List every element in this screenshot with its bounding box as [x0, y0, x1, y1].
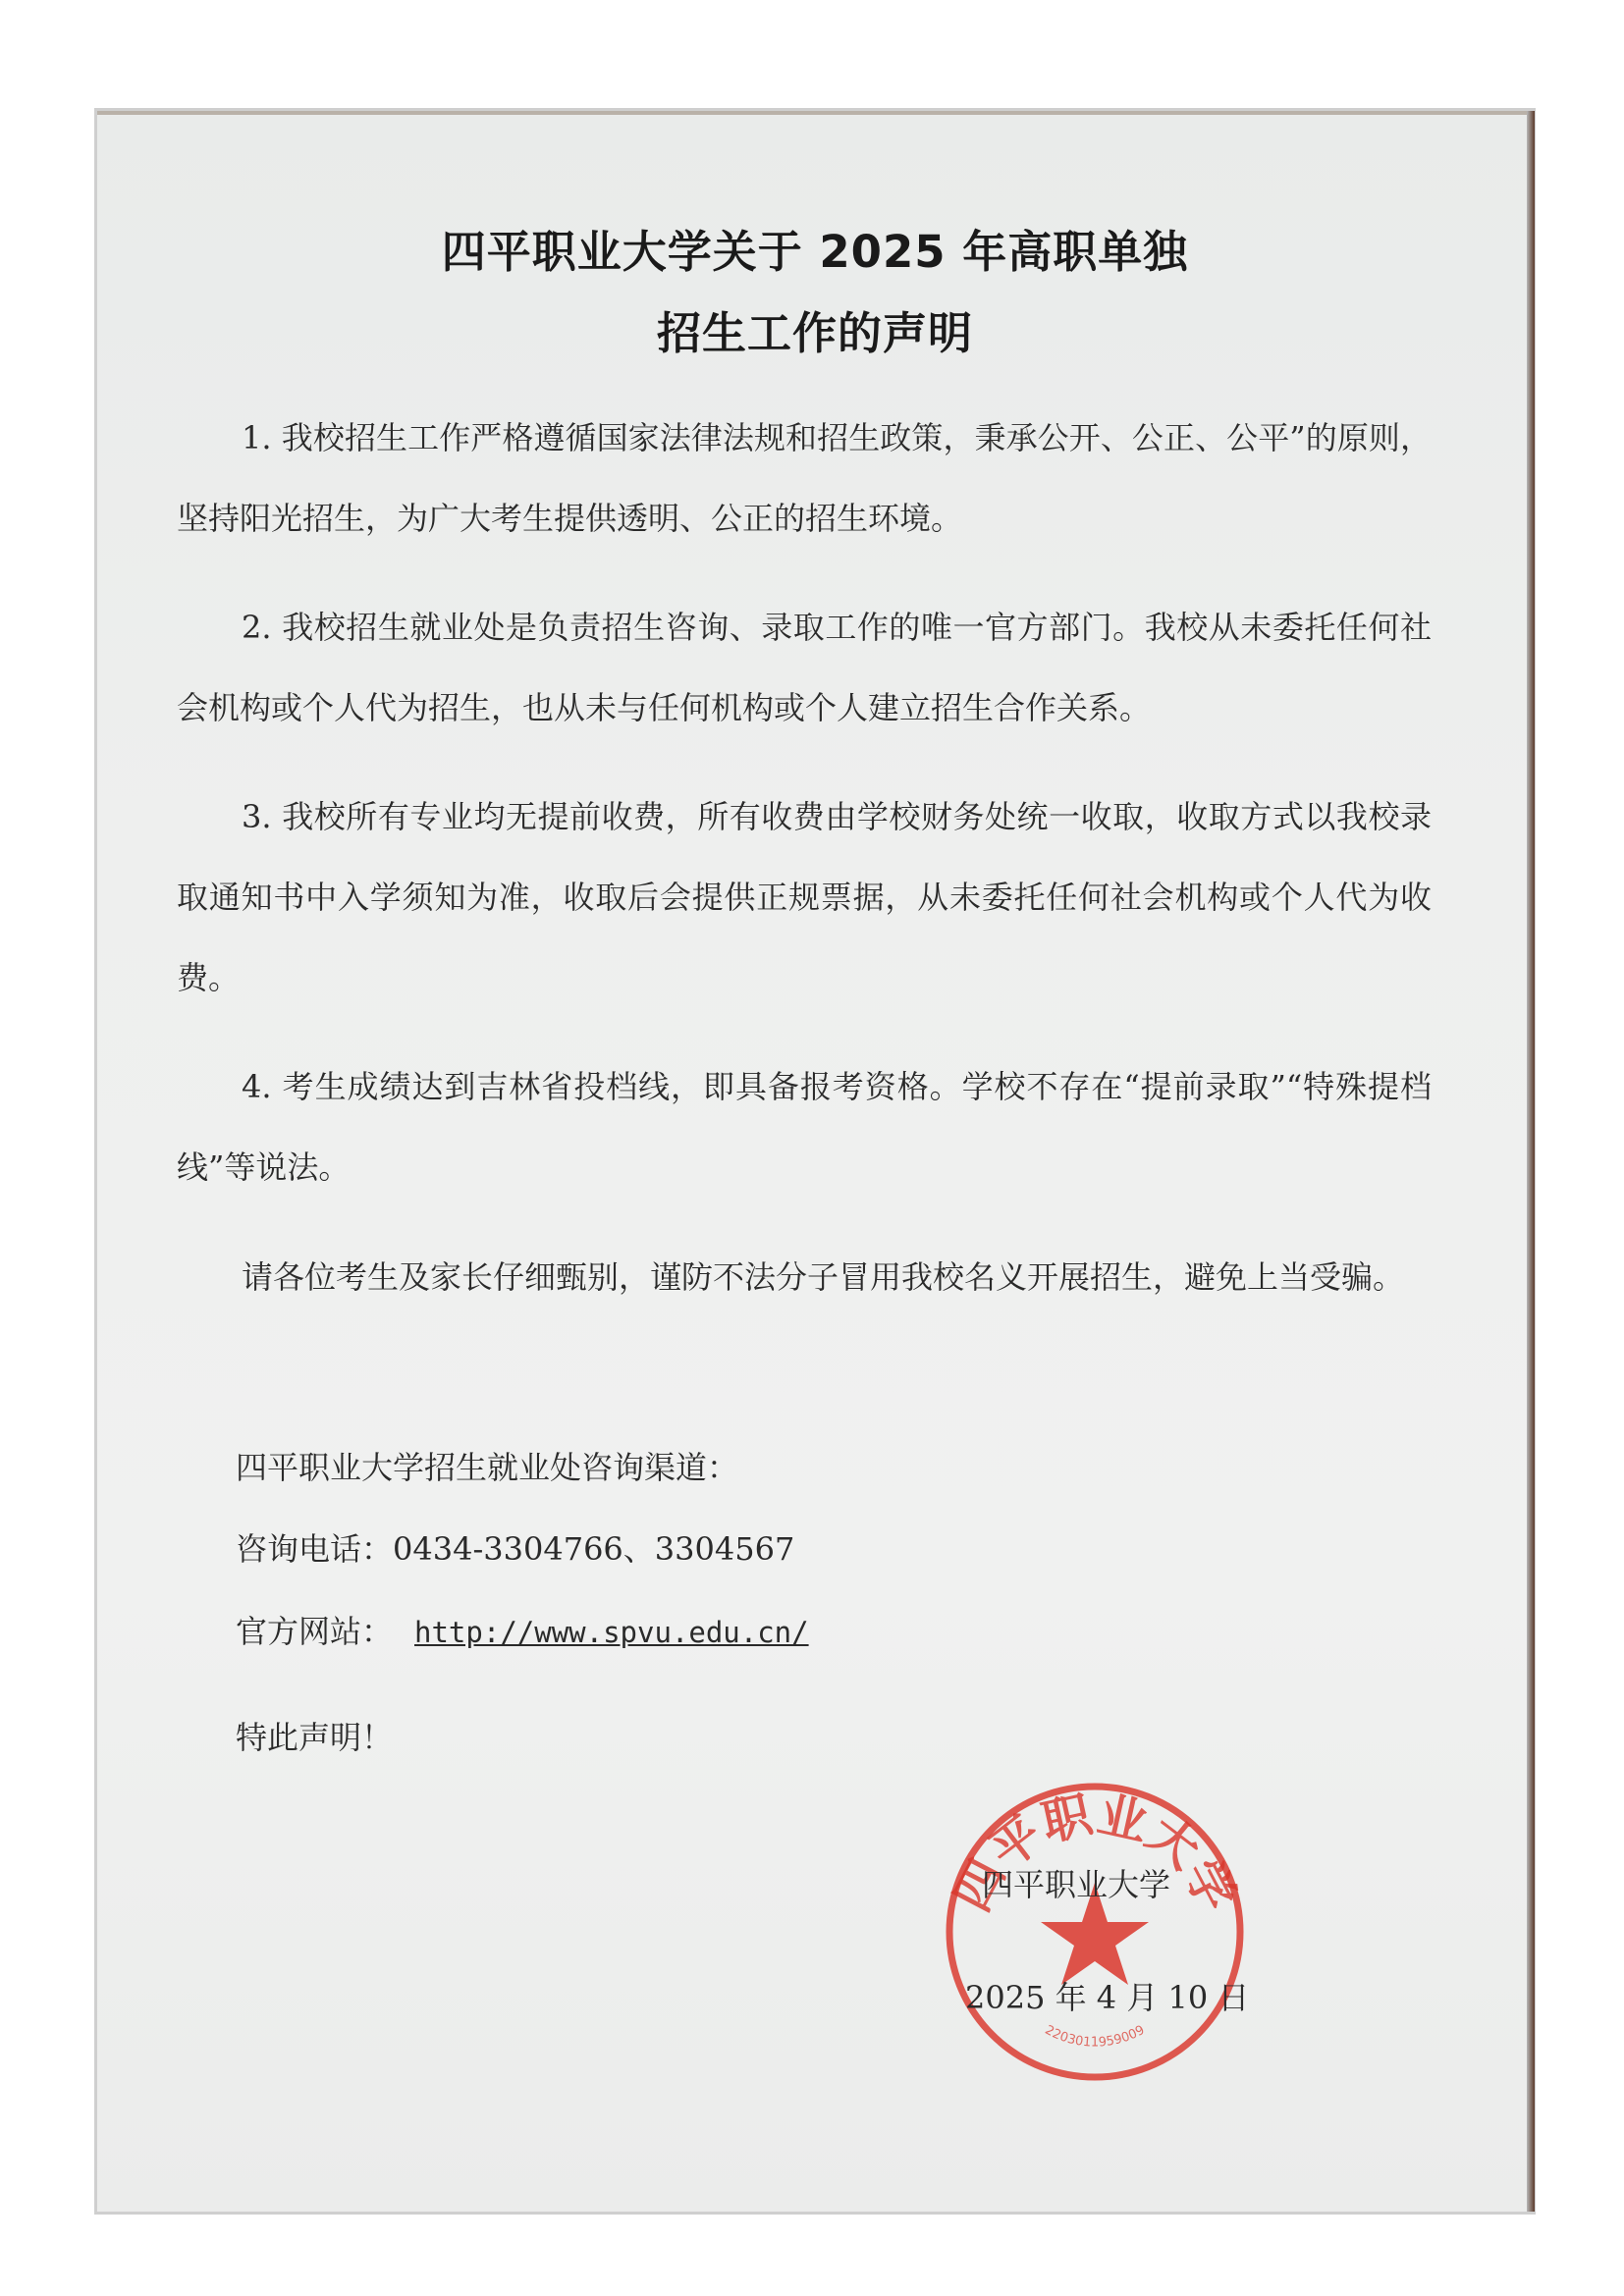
official-seal [938, 1775, 1252, 2089]
contact-heading: 四平职业大学招生就业处咨询渠道： [236, 1449, 739, 1486]
signature-organization: 四平职业大学 [982, 1866, 1171, 1903]
website-line [236, 1607, 809, 1652]
phone-line [236, 1524, 794, 1570]
signature-date: 2025 年 4 月 10 日 [965, 1979, 1250, 2016]
closing-statement: 特此声明！ [236, 1719, 394, 1756]
document-title-line2: 招生工作的声明 [656, 307, 973, 359]
paper-top-edge [97, 111, 1533, 115]
document-title-line1: 四平职业大学关于 2025 年高职单独 [441, 226, 1189, 278]
phone-label: 咨询电话： [236, 1530, 394, 1568]
website-label: 官方网站： [236, 1613, 394, 1650]
phone-value: 0434-3304766、3304567 [393, 1530, 795, 1568]
seal-ring-text: 四平职业大学 [942, 1785, 1248, 1921]
paragraph-warning: 请各位考生及家长仔细甄别，谨防不法分子冒用我校名义开展招生，避免上当受骗。 [242, 1258, 1405, 1296]
paragraph-1: 1. 我校招生工作严格遵循国家法律法规和招生政策，秉承公开、公正、公平”的原则，坚持阳光招生，为广大考生提供透明、公正的招生环境。 [177, 419, 1432, 537]
website-link[interactable]: http://www.spvu.edu.cn/ [414, 1616, 809, 1649]
paper-right-edge [1527, 111, 1535, 2212]
paragraph-4: 4. 考生成绩达到吉林省投档线，即具备报考资格。学校不存在“提前录取”“特殊提档线”等说法。 [177, 1068, 1432, 1186]
paragraph-2: 2. 我校招生就业处是负责招生咨询、录取工作的唯一官方部门。我校从未委托任何社会机构或个人代为招生，也从未与任何机构或个人建立招生合作关系。 [177, 609, 1432, 726]
seal-serial: 2203011959009 [1042, 2022, 1148, 2051]
paragraph-3: 3. 我校所有专业均无提前收费，所有收费由学校财务处统一收取，收取方式以我校录取通知书中入学须知为准，收取后会提供正规票据，从未委托任何社会机构或个人代为收费。 [177, 798, 1432, 996]
